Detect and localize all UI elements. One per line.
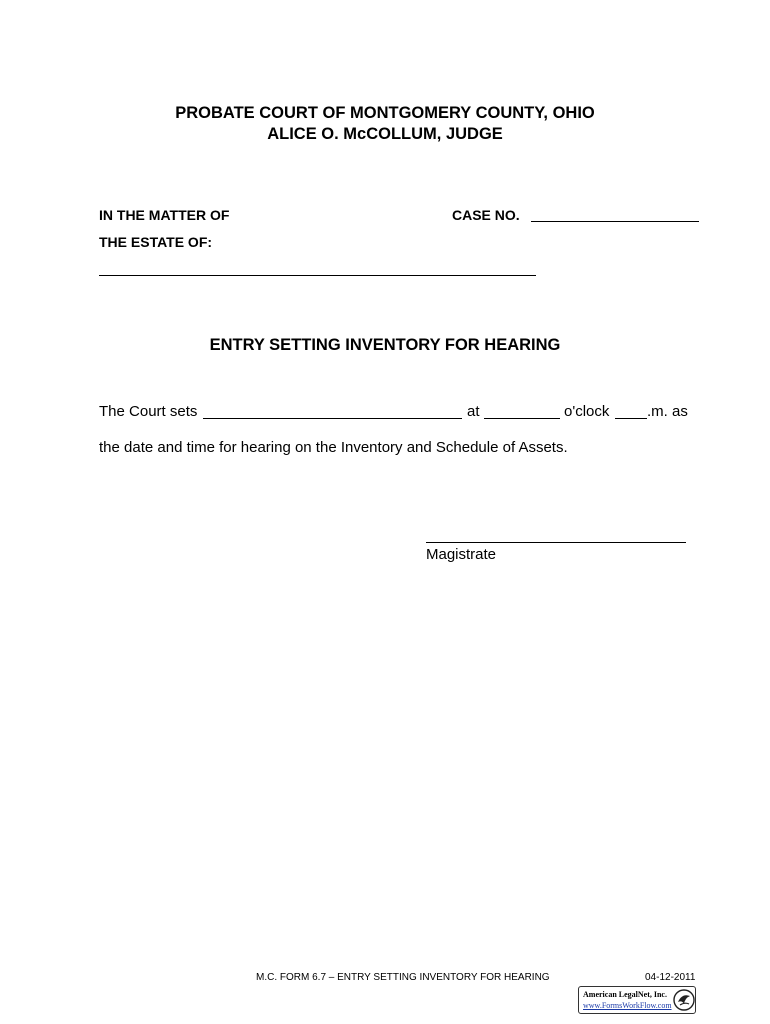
judge-name: ALICE O. McCOLLUM, JUDGE: [267, 125, 503, 143]
estate-name-field[interactable]: [99, 275, 536, 276]
oclock-text: o'clock: [564, 403, 610, 420]
hearing-purpose-text: the date and time for hearing on the Inventory and Schedule of Assets.: [99, 439, 568, 456]
legalnet-logo-icon: [673, 989, 695, 1011]
logo-url[interactable]: www.FormsWorkFlow.com: [583, 1001, 672, 1010]
logo-company: American LegalNet, Inc.: [583, 990, 667, 999]
case-no-field[interactable]: [531, 221, 699, 222]
document-title: ENTRY SETTING INVENTORY FOR HEARING: [209, 336, 561, 354]
american-legalnet-logo: [578, 986, 696, 1014]
estate-label: THE ESTATE OF:: [99, 234, 213, 250]
magistrate-label: Magistrate: [426, 546, 497, 563]
court-name: PROBATE COURT OF MONTGOMERY COUNTY, OHIO: [175, 104, 595, 122]
magistrate-signature-line[interactable]: [426, 542, 686, 543]
matter-label: IN THE MATTER OF: [99, 207, 230, 223]
am-pm-field[interactable]: [615, 418, 647, 419]
case-no-label: CASE NO.: [452, 207, 520, 223]
court-sets-text: The Court sets: [99, 403, 198, 420]
m-as-text: .m. as: [647, 403, 688, 420]
form-date: 04-12-2011: [645, 972, 696, 983]
hearing-hour-field[interactable]: [484, 418, 560, 419]
hearing-date-field[interactable]: [203, 418, 462, 419]
at-text: at: [467, 403, 480, 420]
form-number: M.C. FORM 6.7 – ENTRY SETTING INVENTORY FOR HEARING: [256, 972, 550, 983]
